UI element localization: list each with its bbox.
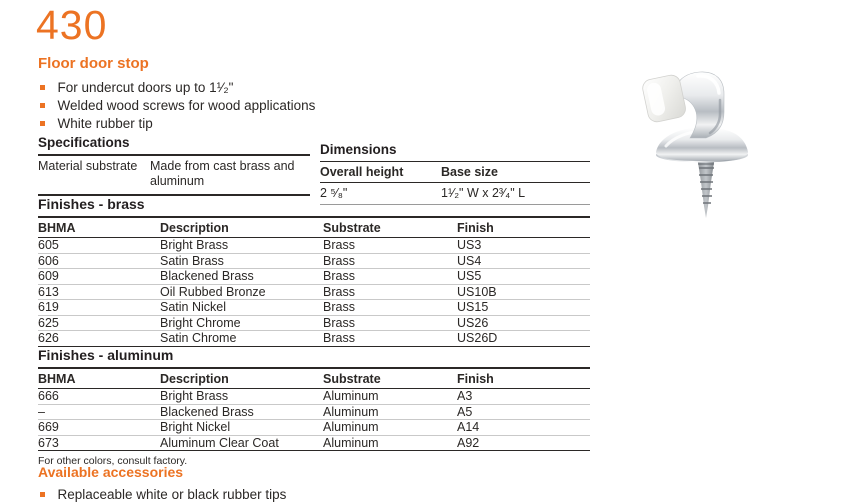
column-header: Finish <box>457 372 494 386</box>
table-header-row <box>38 369 590 389</box>
cell-finish: US15 <box>457 300 489 315</box>
column-header: BHMA <box>38 221 76 235</box>
cell-bhma: 613 <box>38 284 59 299</box>
bullet-square-icon <box>40 121 45 126</box>
bullet-square-icon <box>40 492 45 497</box>
table-row <box>38 316 590 332</box>
cell-description: Bright Brass <box>160 389 229 404</box>
table-row <box>38 254 590 270</box>
cell-finish: A5 <box>457 404 473 419</box>
column-header: BHMA <box>38 372 76 386</box>
table-row <box>38 285 590 301</box>
list-item <box>40 79 315 97</box>
cell-finish: US5 <box>457 269 482 284</box>
cell-description: Satin Nickel <box>160 300 226 315</box>
column-header: Description <box>160 221 229 235</box>
bullet-square-icon <box>40 85 45 90</box>
cell-finish: US3 <box>457 238 482 253</box>
dimension-value: 2 ⁵⁄₈" <box>320 186 348 200</box>
accessories-section <box>38 464 286 503</box>
cell-finish: A92 <box>457 435 480 450</box>
dimension-value: 1¹⁄₂" W x 2³⁄₄" L <box>441 186 526 200</box>
cell-description: Blackened Brass <box>160 269 254 284</box>
list-item <box>40 97 315 115</box>
list-item <box>40 115 315 133</box>
section-title: Available accessories <box>38 464 184 480</box>
cell-substrate: Brass <box>323 315 355 330</box>
cell-bhma: 666 <box>38 389 59 404</box>
footnote: For other colors, consult factory. <box>38 455 188 467</box>
cell-description: Bright Nickel <box>160 420 231 435</box>
table-row <box>38 269 590 285</box>
column-header: Description <box>160 372 229 386</box>
cell-bhma: 605 <box>38 238 59 253</box>
table-row <box>38 405 590 421</box>
section-title: Finishes - brass <box>38 196 145 212</box>
cell-substrate: Brass <box>323 331 355 346</box>
finishes-aluminum-table <box>38 367 590 451</box>
spec-label: Material substrate <box>38 159 138 173</box>
cell-bhma: 619 <box>38 300 59 315</box>
table-row <box>38 389 590 405</box>
cell-description: Satin Chrome <box>160 331 237 346</box>
cell-bhma: 669 <box>38 420 59 435</box>
table-row <box>38 436 590 452</box>
cell-substrate: Aluminum <box>323 435 379 450</box>
table-header-row <box>38 218 590 238</box>
feature-text: White rubber tip <box>57 116 153 131</box>
table-row <box>38 300 590 316</box>
section-title: Finishes - aluminum <box>38 347 174 363</box>
finishes-aluminum-section <box>38 347 590 467</box>
table-row <box>38 331 590 347</box>
cell-description: Bright Brass <box>160 238 229 253</box>
cell-bhma: 625 <box>38 315 59 330</box>
cell-bhma: – <box>38 404 45 419</box>
cell-finish: US4 <box>457 253 482 268</box>
cell-description: Aluminum Clear Coat <box>160 435 279 450</box>
finishes-brass-section <box>38 196 590 347</box>
section-title: Specifications <box>38 135 130 150</box>
column-header: Substrate <box>323 221 381 235</box>
cell-description: Oil Rubbed Bronze <box>160 284 266 299</box>
column-header: Finish <box>457 221 494 235</box>
finishes-brass-table <box>38 216 590 347</box>
screw <box>697 156 715 218</box>
column-header: Base size <box>441 165 498 179</box>
cell-description: Satin Brass <box>160 253 224 268</box>
model-number: 430 <box>36 2 108 48</box>
column-header: Substrate <box>323 372 381 386</box>
cell-bhma: 609 <box>38 269 59 284</box>
table-header-row <box>320 161 590 183</box>
cell-substrate: Aluminum <box>323 404 379 419</box>
column-header: Overall height <box>320 165 404 179</box>
cell-finish: A14 <box>457 420 480 435</box>
feature-text: Welded wood screws for wood applications <box>57 98 316 113</box>
table-row <box>38 154 310 196</box>
bullet-square-icon <box>40 103 45 108</box>
cell-finish: US26D <box>457 331 498 346</box>
cell-finish: US10B <box>457 284 497 299</box>
cell-description: Blackened Brass <box>160 404 254 419</box>
table-row <box>38 420 590 436</box>
cell-bhma: 626 <box>38 331 59 346</box>
cell-substrate: Aluminum <box>323 420 379 435</box>
accessory-text: Replaceable white or black rubber tips <box>57 487 287 502</box>
section-title: Dimensions <box>320 142 397 157</box>
specifications-section <box>38 135 310 196</box>
product-photo <box>636 60 776 270</box>
list-item <box>40 486 286 503</box>
cell-substrate: Brass <box>323 269 355 284</box>
cell-substrate: Brass <box>323 253 355 268</box>
cell-bhma: 606 <box>38 253 59 268</box>
spec-value: Made from cast brass and aluminum <box>150 159 295 188</box>
feature-text: For undercut doors up to 1¹⁄₂" <box>57 80 234 95</box>
cell-substrate: Aluminum <box>323 389 379 404</box>
cell-substrate: Brass <box>323 238 355 253</box>
feature-list <box>40 79 315 133</box>
door-stop-illustration <box>636 60 776 270</box>
cell-substrate: Brass <box>323 284 355 299</box>
cell-finish: US26 <box>457 315 489 330</box>
cell-bhma: 673 <box>38 435 59 450</box>
cell-description: Bright Chrome <box>160 315 241 330</box>
product-name: Floor door stop <box>38 55 149 72</box>
cell-finish: A3 <box>457 389 473 404</box>
cell-substrate: Brass <box>323 300 355 315</box>
table-row <box>38 238 590 254</box>
